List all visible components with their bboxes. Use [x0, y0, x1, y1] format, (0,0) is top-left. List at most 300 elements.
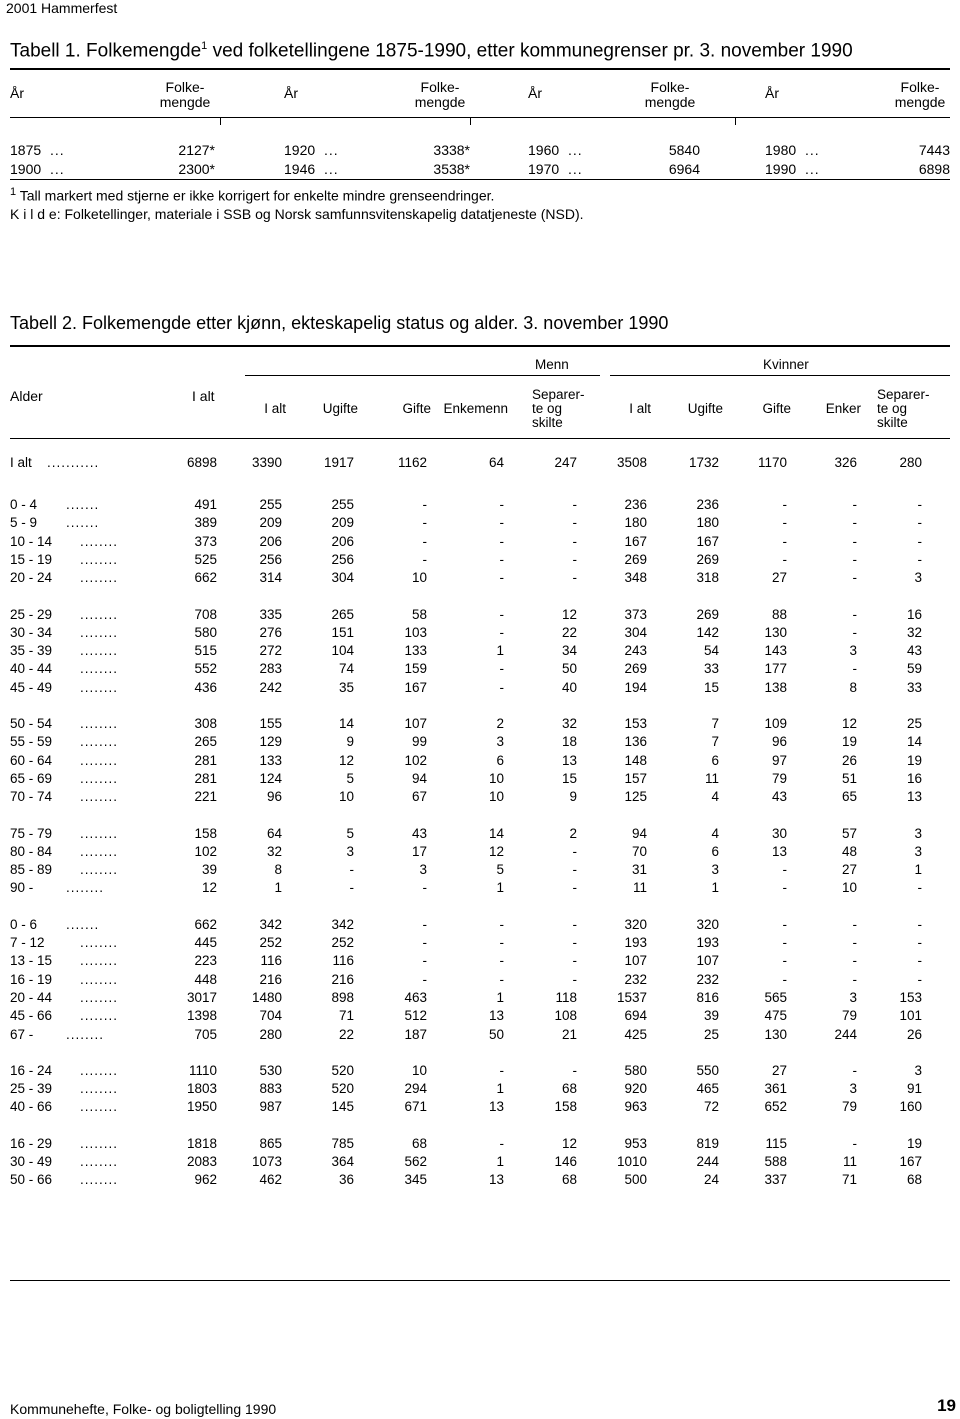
table-cell: 361	[764, 1081, 787, 1097]
group-label-men: Menn	[535, 357, 569, 372]
subcolumn-header-line: I alt	[629, 401, 651, 416]
table-cell: -	[422, 497, 427, 512]
population-col-header-line: Folke-	[165, 79, 205, 95]
table-cell: 19	[841, 734, 857, 750]
table-cell: -	[572, 935, 577, 950]
subcolumn-header	[216, 402, 286, 416]
table-cell: -	[782, 533, 787, 549]
table-cell: 48	[841, 843, 857, 859]
table-cell: -	[852, 916, 857, 932]
age-label: 15 - 19	[10, 551, 53, 567]
table-cell: 3017	[186, 989, 217, 1005]
table-cell: 51	[841, 770, 857, 786]
year-dots: ...	[50, 161, 65, 177]
leader-dots: ........	[80, 1135, 119, 1151]
table-cell: -	[917, 971, 922, 987]
table-cell: 3	[849, 1081, 857, 1097]
age-label: 67 -	[10, 1026, 34, 1042]
leader-dots: ........	[80, 825, 119, 841]
table-cell: 79	[841, 1099, 857, 1115]
table-row	[10, 789, 950, 807]
table-cell: 448	[194, 971, 217, 987]
table-cell: 281	[194, 752, 217, 768]
table-cell: 101	[899, 1008, 922, 1024]
year-col-header: År	[284, 85, 298, 101]
leader-dots: ........	[80, 971, 119, 987]
table-cell: 14	[906, 734, 922, 750]
table-cell: 247	[554, 455, 577, 470]
table-cell: -	[782, 880, 787, 896]
table-cell: 4	[711, 825, 719, 841]
table-cell: 14	[338, 716, 354, 731]
table-cell: 337	[764, 1172, 787, 1188]
table-cell: 79	[771, 770, 787, 786]
table-row	[10, 734, 950, 752]
table-cell: 88	[771, 606, 787, 622]
table-cell: 243	[624, 643, 647, 659]
table-cell: 157	[624, 770, 647, 786]
table-cell: 216	[331, 971, 354, 987]
table-row	[10, 880, 950, 898]
table-cell: -	[572, 843, 577, 859]
table-cell: 550	[696, 1062, 719, 1078]
year-cell: 1900	[10, 161, 42, 177]
subcolumn-header	[653, 402, 723, 416]
table-row	[10, 1027, 950, 1045]
table-cell: 1	[496, 989, 504, 1005]
table-cell: 43	[771, 789, 787, 805]
table-cell: 3	[914, 843, 922, 859]
table-cell: 59	[906, 661, 922, 677]
subcolumn-header	[791, 402, 861, 416]
table-row	[10, 455, 950, 473]
leader-dots: ........	[80, 953, 119, 969]
subcolumn-header	[438, 402, 508, 416]
table-cell: -	[782, 916, 787, 932]
table-cell: 3	[849, 643, 857, 659]
table-cell: 133	[404, 643, 427, 659]
age-label: 7 - 12	[10, 935, 45, 950]
table-row	[10, 716, 950, 734]
table-cell: 5	[346, 825, 354, 841]
table2-title: Tabell 2. Folkemengde etter kjønn, ekteskapelig status og alder. 3. november 1990	[10, 313, 669, 333]
table-cell: 146	[554, 1154, 577, 1169]
table1-footnote: $^1$ Tall markert med stjerne er ikke korrigert for enkelte mindre grenseendringer.	[10, 186, 495, 204]
population-cell: 2300*	[178, 161, 215, 177]
year-cell: 1960	[528, 142, 560, 158]
table-cell: 883	[259, 1081, 282, 1097]
table-cell: 102	[194, 843, 217, 859]
table-cell: 512	[404, 1008, 427, 1024]
leader-dots: ........	[80, 1099, 119, 1115]
table-cell: 1	[496, 643, 504, 659]
table-cell: 785	[331, 1135, 354, 1151]
table-cell: -	[782, 971, 787, 987]
table-cell: 133	[259, 752, 282, 768]
table-cell: 138	[764, 679, 787, 695]
table-cell: 920	[624, 1081, 647, 1097]
table-cell: 11	[632, 880, 647, 896]
table-cell: 500	[624, 1172, 647, 1188]
table-cell: 342	[259, 916, 282, 932]
table-cell: -	[499, 916, 504, 932]
table-cell: 1	[496, 1081, 504, 1097]
table-cell: -	[782, 862, 787, 878]
table-cell: 236	[624, 497, 647, 512]
table-cell: 129	[259, 734, 282, 750]
table-cell: -	[499, 551, 504, 567]
table-cell: 194	[624, 679, 647, 695]
table-cell: 167	[404, 679, 427, 695]
leader-dots: .......	[66, 497, 100, 512]
table-cell: -	[852, 606, 857, 622]
table-cell: 33	[703, 661, 719, 677]
population-col-header	[640, 80, 700, 110]
table-cell: 1818	[186, 1135, 217, 1151]
age-label: 80 - 84	[10, 843, 53, 859]
table-cell: 193	[624, 935, 647, 950]
table-cell: 2	[496, 716, 504, 731]
table-cell: 10	[488, 770, 504, 786]
table-cell: 167	[899, 1154, 922, 1169]
table-cell: -	[782, 497, 787, 512]
table-cell: 242	[259, 679, 282, 695]
table-cell: 953	[624, 1135, 647, 1151]
table-cell: -	[499, 661, 504, 677]
table-cell: 705	[194, 1026, 217, 1042]
subcolumn-header-line: skilte	[877, 415, 908, 430]
table-cell: 11	[704, 770, 719, 786]
population-col-header-line: mengde	[414, 94, 466, 110]
leader-dots: ........	[80, 570, 119, 586]
table2-header-rule	[10, 438, 950, 439]
population-cell: 2127*	[178, 142, 215, 158]
table-cell: -	[422, 880, 427, 896]
table-cell: 26	[906, 1026, 922, 1042]
subcolumn-header	[721, 402, 791, 416]
table-row	[10, 935, 950, 953]
table-cell: 987	[259, 1099, 282, 1115]
table-cell: 10	[411, 1062, 427, 1078]
table-cell: 16	[906, 770, 922, 786]
population-col-header-line: Folke-	[420, 79, 460, 95]
table-row	[10, 990, 950, 1008]
table-row	[10, 862, 950, 880]
table-cell: 318	[696, 570, 719, 586]
table-cell: 68	[561, 1172, 577, 1188]
table-cell: -	[499, 533, 504, 549]
table-cell: 389	[194, 515, 217, 531]
table-cell: 36	[338, 1172, 354, 1188]
table1-source: K i l d e: Folketellinger, materiale i SSB og Norsk samfunnsvitenskapelig datatjeneste (NSD).	[10, 206, 584, 222]
table-cell: 27	[771, 570, 787, 586]
table-cell: 4	[711, 789, 719, 805]
table-cell: 145	[331, 1099, 354, 1115]
table-cell: 159	[404, 661, 427, 677]
table-cell: 68	[411, 1135, 427, 1151]
table-cell: -	[422, 515, 427, 531]
table-cell: 232	[624, 971, 647, 987]
table-cell: -	[917, 497, 922, 512]
table-cell: 79	[841, 1008, 857, 1024]
year-dots: ...	[805, 161, 820, 177]
table-cell: 269	[696, 551, 719, 567]
table-cell: 256	[331, 551, 354, 567]
table-cell: 50	[561, 661, 577, 677]
table-cell: -	[572, 551, 577, 567]
table-cell: 130	[764, 1026, 787, 1042]
table-cell: 425	[624, 1026, 647, 1042]
table-cell: 14	[488, 825, 504, 841]
population-cell: 3338*	[433, 142, 470, 158]
table-cell: 64	[488, 455, 504, 470]
table-cell: 708	[194, 606, 217, 622]
table-cell: 94	[411, 770, 427, 786]
table-cell: 1010	[616, 1154, 647, 1169]
table-cell: 116	[332, 953, 354, 969]
table-cell: 3	[849, 989, 857, 1005]
subcolumn-header	[361, 402, 431, 416]
table-cell: 167	[624, 533, 647, 549]
table-cell: 54	[703, 643, 719, 659]
table-cell: -	[499, 624, 504, 640]
table-cell: 12	[338, 752, 354, 768]
table-cell: -	[499, 1135, 504, 1151]
population-col-header-line: mengde	[894, 94, 946, 110]
table-cell: 13	[488, 1099, 504, 1115]
table-cell: 33	[906, 679, 922, 695]
age-label: 0 - 6	[10, 916, 38, 932]
table1-tick	[220, 117, 221, 125]
table-cell: 1	[496, 880, 504, 896]
age-label: 20 - 44	[10, 989, 53, 1005]
table-cell: 148	[624, 752, 647, 768]
leader-dots: ........	[80, 862, 119, 878]
table-cell: 206	[331, 533, 354, 549]
population-col-header	[890, 80, 950, 110]
table-cell: 269	[696, 606, 719, 622]
table-cell: 463	[404, 989, 427, 1005]
table-cell: 294	[404, 1081, 427, 1097]
table-cell: 70	[631, 843, 647, 859]
table-cell: 32	[906, 624, 922, 640]
table-cell: -	[422, 551, 427, 567]
group-label-women: Kvinner	[763, 357, 809, 372]
table-cell: 68	[561, 1081, 577, 1097]
leader-dots: ........	[80, 1062, 119, 1078]
table-cell: -	[572, 497, 577, 512]
table-cell: 6	[711, 843, 719, 859]
table-row	[10, 1063, 950, 1081]
table-cell: 552	[194, 661, 217, 677]
table-cell: 694	[624, 1008, 647, 1024]
leader-dots: ........	[80, 624, 119, 640]
table-cell: 276	[259, 624, 282, 640]
table-cell: 96	[266, 789, 282, 805]
leader-dots: ........	[80, 1081, 119, 1097]
age-label: 85 - 89	[10, 862, 53, 878]
table-cell: 9	[569, 789, 577, 805]
table-cell: 5	[496, 862, 504, 878]
table-row	[10, 1099, 950, 1117]
table-cell: -	[852, 935, 857, 950]
leader-dots: .......	[66, 916, 100, 932]
table1-bottom-rule	[10, 179, 950, 180]
table-cell: 562	[404, 1154, 427, 1169]
year-dots: ...	[50, 142, 65, 158]
table-cell: 16	[906, 606, 922, 622]
population-col-header-line: mengde	[644, 94, 696, 110]
table-cell: 265	[331, 606, 354, 622]
age-label: 70 - 74	[10, 789, 53, 805]
table-cell: 25	[703, 1026, 719, 1042]
table-row	[10, 661, 950, 679]
table-cell: 2	[569, 825, 577, 841]
table-cell: 244	[696, 1154, 719, 1169]
table-cell: 25	[906, 716, 922, 731]
subcolumn-header-line: skilte	[532, 415, 563, 430]
table-cell: 158	[194, 825, 217, 841]
table-cell: -	[852, 661, 857, 677]
age-col-header: Alder	[10, 388, 43, 404]
table-row	[10, 552, 950, 570]
year-cell: 1920	[284, 142, 316, 158]
table-cell: 27	[771, 1062, 787, 1078]
table-cell: 22	[338, 1026, 354, 1042]
table-cell: -	[852, 953, 857, 969]
table-cell: 3508	[616, 455, 647, 470]
subcolumn-header-line: Ugifte	[322, 401, 358, 416]
table1-header-rule	[10, 117, 950, 118]
table-cell: 314	[259, 570, 282, 586]
subcolumn-header-line: Gifte	[402, 401, 431, 416]
age-label: 50 - 66	[10, 1172, 53, 1188]
population-col-header-line: Folke-	[650, 79, 690, 95]
table-cell: 6898	[186, 455, 217, 470]
table-cell: 115	[765, 1135, 787, 1151]
table-cell: 209	[331, 515, 354, 531]
table-cell: 8	[274, 862, 282, 878]
table-cell: 255	[259, 497, 282, 512]
table-cell: 151	[331, 624, 354, 640]
table-cell: 97	[771, 752, 787, 768]
table-cell: 13	[771, 843, 787, 859]
table-cell: -	[572, 533, 577, 549]
table-cell: 136	[624, 734, 647, 750]
table-cell: -	[572, 862, 577, 878]
table-cell: 158	[554, 1099, 577, 1115]
leader-dots: ........	[80, 989, 119, 1005]
year-dots: ...	[568, 142, 583, 158]
table-cell: -	[852, 515, 857, 531]
table-row	[10, 643, 950, 661]
leader-dots: ........	[80, 679, 119, 695]
table-cell: 10	[841, 880, 857, 896]
table-row	[10, 917, 950, 935]
age-label: 45 - 49	[10, 679, 53, 695]
table-cell: 21	[561, 1026, 577, 1042]
publication-footer: Kommunehefte, Folke- og boligtelling 1990	[10, 1401, 277, 1417]
table-cell: 1170	[757, 455, 787, 470]
table-cell: 3	[711, 862, 719, 878]
table-cell: 436	[194, 679, 217, 695]
table-cell: 94	[631, 825, 647, 841]
table-cell: 153	[899, 989, 922, 1005]
subcolumn-header-line: Gifte	[762, 401, 791, 416]
table-cell: 256	[259, 551, 282, 567]
age-label: I alt	[10, 455, 32, 470]
leader-dots: ........	[80, 935, 119, 950]
leader-dots: ........	[80, 1008, 119, 1024]
leader-dots: ........	[80, 606, 119, 622]
table-cell: 18	[561, 734, 577, 750]
table-cell: 107	[696, 953, 719, 969]
table-row	[10, 607, 950, 625]
age-label: 30 - 49	[10, 1154, 53, 1169]
table-row	[10, 497, 950, 515]
age-label: 40 - 44	[10, 661, 53, 677]
subcolumn-header-line: Enker	[825, 401, 861, 416]
table-cell: 221	[194, 789, 217, 805]
table-cell: -	[572, 880, 577, 896]
year-dots: ...	[568, 161, 583, 177]
table-row	[10, 534, 950, 552]
table-cell: 281	[194, 770, 217, 786]
table-cell: 19	[906, 752, 922, 768]
leader-dots: ........	[80, 752, 119, 768]
table-cell: 462	[259, 1172, 282, 1188]
table-cell: 187	[404, 1026, 427, 1042]
table-row	[10, 1154, 950, 1172]
age-label: 16 - 24	[10, 1062, 53, 1078]
year-col-header: År	[10, 85, 24, 101]
table-cell: 1917	[323, 455, 354, 470]
table-cell: 24	[703, 1172, 719, 1188]
table-cell: 19	[906, 1135, 922, 1151]
table-cell: -	[572, 971, 577, 987]
table-cell: -	[917, 916, 922, 932]
table-cell: 12	[201, 880, 217, 896]
table-cell: -	[499, 679, 504, 695]
table-cell: -	[499, 953, 504, 969]
table-cell: -	[499, 1062, 504, 1078]
table-cell: 10	[338, 789, 354, 805]
subcolumn-header-line: Separer-	[532, 387, 585, 402]
table-cell: 209	[259, 515, 282, 531]
table-cell: -	[499, 606, 504, 622]
table-cell: -	[499, 570, 504, 586]
table-cell: 39	[201, 862, 217, 878]
table-cell: 96	[771, 734, 787, 750]
table-cell: 155	[259, 716, 282, 731]
table-cell: 1	[496, 1154, 504, 1169]
table-cell: 107	[404, 716, 427, 731]
table-cell: 373	[194, 533, 217, 549]
table-cell: 265	[194, 734, 217, 750]
table-cell: 193	[696, 935, 719, 950]
table-cell: -	[852, 624, 857, 640]
table-cell: 108	[554, 1008, 577, 1024]
table-cell: 580	[624, 1062, 647, 1078]
table-row	[10, 753, 950, 771]
table-cell: 153	[624, 716, 647, 731]
table-cell: 10	[411, 570, 427, 586]
table-cell: 64	[266, 825, 282, 841]
table-row	[10, 515, 950, 533]
year-cell: 1970	[528, 161, 560, 177]
table-cell: 109	[764, 716, 787, 731]
age-label: 16 - 29	[10, 1135, 53, 1151]
